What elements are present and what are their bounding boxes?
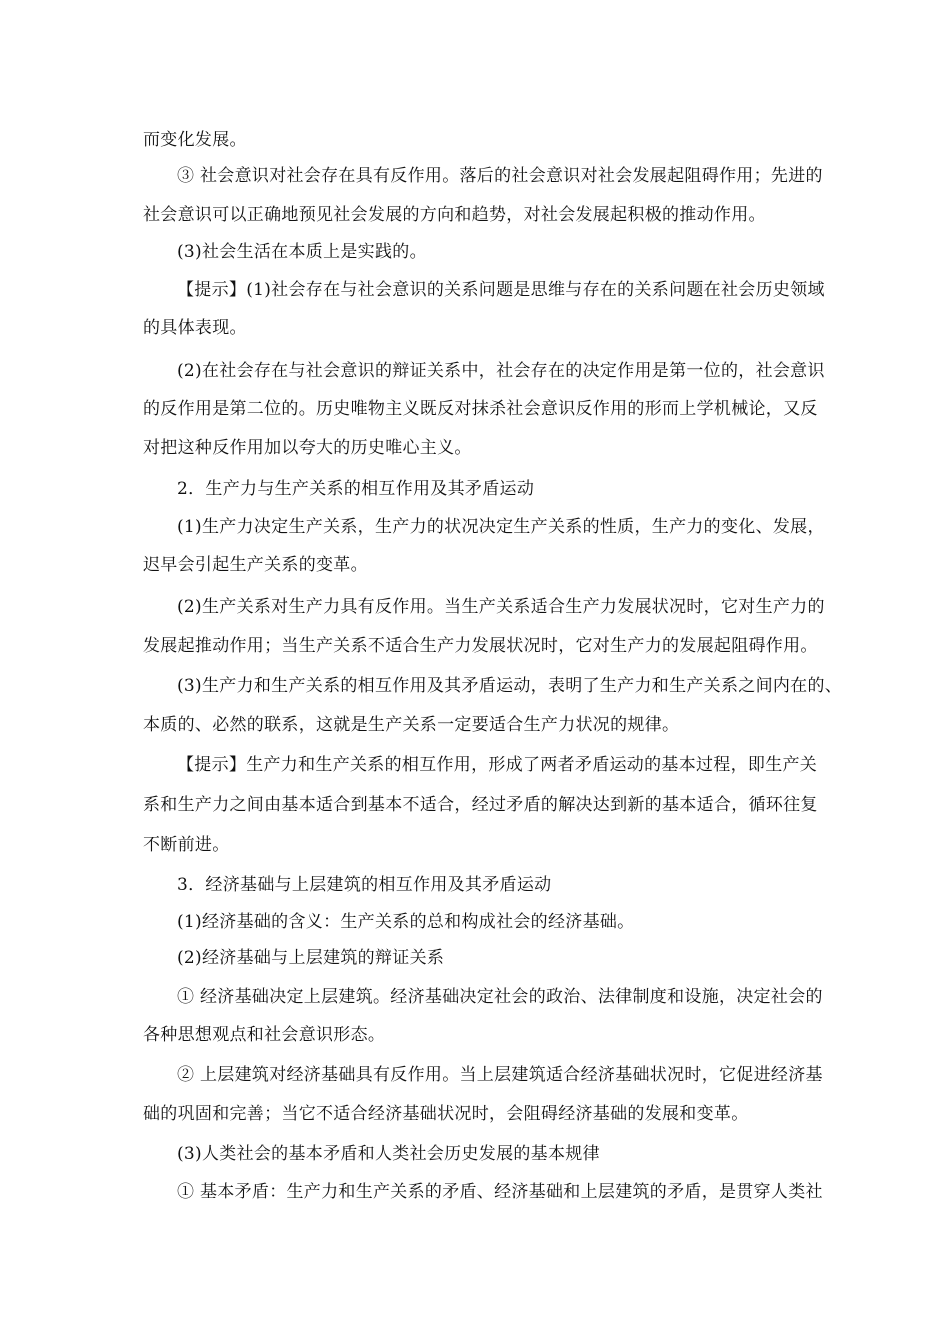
text-line: (2)在社会存在与社会意识的辩证关系中，社会存在的决定作用是第一位的，社会意识 <box>177 361 825 381</box>
text-line: (1)经济基础的含义：生产关系的总和构成社会的经济基础。 <box>177 912 635 932</box>
text-line: ② 上层建筑对经济基础具有反作用。当上层建筑适合经济基础状况时，它促进经济基 <box>177 1065 823 1085</box>
section-heading: 3．经济基础与上层建筑的相互作用及其矛盾运动 <box>177 875 552 895</box>
text-line: (3)人类社会的基本矛盾和人类社会历史发展的基本规律 <box>177 1144 600 1164</box>
text-line: (2)经济基础与上层建筑的辩证关系 <box>177 948 445 968</box>
text-line: 对把这种反作用加以夸大的历史唯心主义。 <box>143 438 472 458</box>
section-heading: 2．生产力与生产关系的相互作用及其矛盾运动 <box>177 479 535 499</box>
text-line: 各种思想观点和社会意识形态。 <box>143 1025 386 1045</box>
text-line: 【提示】生产力和生产关系的相互作用，形成了两者矛盾运动的基本过程，即生产关 <box>177 755 818 775</box>
text-line: 发展起推动作用；当生产关系不适合生产力发展状况时，它对生产力的发展起阻碍作用。 <box>143 636 818 656</box>
text-line: 本质的、必然的联系，这就是生产关系一定要适合生产力状况的规律。 <box>143 715 680 735</box>
text-line: ① 基本矛盾：生产力和生产关系的矛盾、经济基础和上层建筑的矛盾，是贯穿人类社 <box>177 1182 823 1202</box>
text-line: ③ 社会意识对社会存在具有反作用。落后的社会意识对社会发展起阻碍作用；先进的 <box>177 166 823 186</box>
text-line: 不断前进。 <box>143 835 230 855</box>
text-line: 而变化发展。 <box>143 130 247 150</box>
text-line: 【提示】(1)社会存在与社会意识的关系问题是思维与存在的关系问题在社会历史领域 <box>177 280 825 300</box>
text-line: 的反作用是第二位的。历史唯物主义既反对抹杀社会意识反作用的形而上学机械论，又反 <box>143 399 818 419</box>
text-line: 础的巩固和完善；当它不适合经济基础状况时，会阻碍经济基础的发展和变革。 <box>143 1104 749 1124</box>
text-line: 的具体表现。 <box>143 318 247 338</box>
text-line: (3)生产力和生产关系的相互作用及其矛盾运动，表明了生产力和生产关系之间内在的、 <box>177 676 843 696</box>
text-line: 系和生产力之间由基本适合到基本不适合，经过矛盾的解决达到新的基本适合，循环往复 <box>143 795 818 815</box>
text-line: (2)生产关系对生产力具有反作用。当生产关系适合生产力发展状况时，它对生产力的 <box>177 597 825 617</box>
text-line: 迟早会引起生产关系的变革。 <box>143 555 368 575</box>
text-line: ① 经济基础决定上层建筑。经济基础决定社会的政治、法律制度和设施，决定社会的 <box>177 987 823 1007</box>
text-line: 社会意识可以正确地预见社会发展的方向和趋势，对社会发展起积极的推动作用。 <box>143 205 766 225</box>
text-line: (3)社会生活在本质上是实践的。 <box>177 242 427 262</box>
text-line: (1)生产力决定生产关系，生产力的状况决定生产关系的性质，生产力的变化、发展， <box>177 517 825 537</box>
